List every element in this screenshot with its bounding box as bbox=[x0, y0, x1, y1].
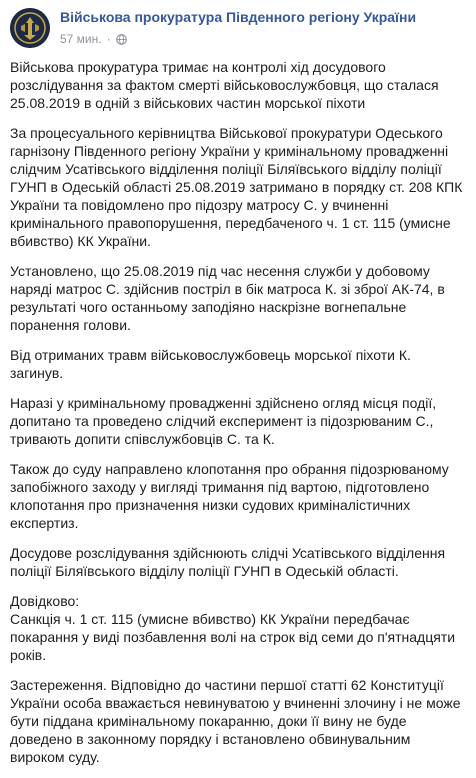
page-name-link[interactable]: Військова прокуратура Південного регіону України bbox=[60, 9, 417, 25]
post-paragraph: Установлено, що 25.08.2019 під час несення служби у добовому наряді матрос С. здійснив постріл в бік матроса К. зі зброї АК-74, в результаті чого останньому заподіяно наскрізне вогнепальне поранення голови. bbox=[10, 263, 445, 333]
post-paragraph: Військова прокуратура тримає на контролі хід досудового розслідування за фактом смерті військовослужбовця, що сталася 25.08.2019 в одній з військових частин морської піхоти bbox=[10, 59, 439, 111]
post-paragraph: Наразі у кримінальному провадженні здійснено огляд місця події, допитано та проведено слідчий експеримент із підозрюваним С., тривають допити співслужбовців С. та К. bbox=[10, 395, 437, 447]
meta-separator: · bbox=[106, 32, 111, 46]
globe-icon[interactable] bbox=[116, 34, 127, 45]
post-body bbox=[10, 58, 466, 778]
post-paragraph: Від отриманих травм військовослужбовець морської піхоти К. загинув. bbox=[10, 347, 411, 381]
post-timestamp[interactable]: 57 мин. bbox=[60, 32, 102, 46]
emblem-icon bbox=[10, 8, 50, 48]
post-paragraph: За процесуального керівництва Військової прокуратури Одеського гарнізону Південного регіону України у кримінальному провадженні слідчим Усатівського відділення поліції Біляївського відділу поліції ГУНП в Одеській області 25.08.2019 затримано в порядку ст. 208 КПК України та повідомлено про підозру матросу С. у вчиненні кримінального правопорушення, передбаченого ч. 1 ст. 115 (умисне вбивство) КК України. bbox=[10, 125, 463, 249]
post-paragraph: Також до суду направлено клопотання про обрання підозрюваному запобіжного заходу у вигляді тримання під вартою, підготовлено клопотання про призначення низки судових криміналістичних експертиз. bbox=[10, 461, 449, 531]
post-paragraph: Досудове розслідування здійснюють слідчі Усатівського відділення поліції Біляївського відділу поліції ГУНП в Одеській області. bbox=[10, 545, 446, 579]
page-avatar[interactable] bbox=[10, 8, 50, 48]
note-text: Санкція ч. 1 ст. 115 (умисне вбивство) КК України передбачає покарання у виді позбавлення волі на строк від семи до п'ятнадцяти років. bbox=[10, 611, 456, 663]
post-meta bbox=[60, 32, 127, 46]
post-header bbox=[0, 0, 476, 60]
disclaimer-text: Застереження. Відповідно до частини першої статті 62 Конституції України особа вважається невинуватою у вчиненні злочину і не може бути піддана кримінальному покаранню, доки її вину не буде доведено в законному порядку і встановлено обвинувальним вироком суду. bbox=[10, 677, 461, 765]
note-heading: Довідково: bbox=[10, 593, 80, 609]
